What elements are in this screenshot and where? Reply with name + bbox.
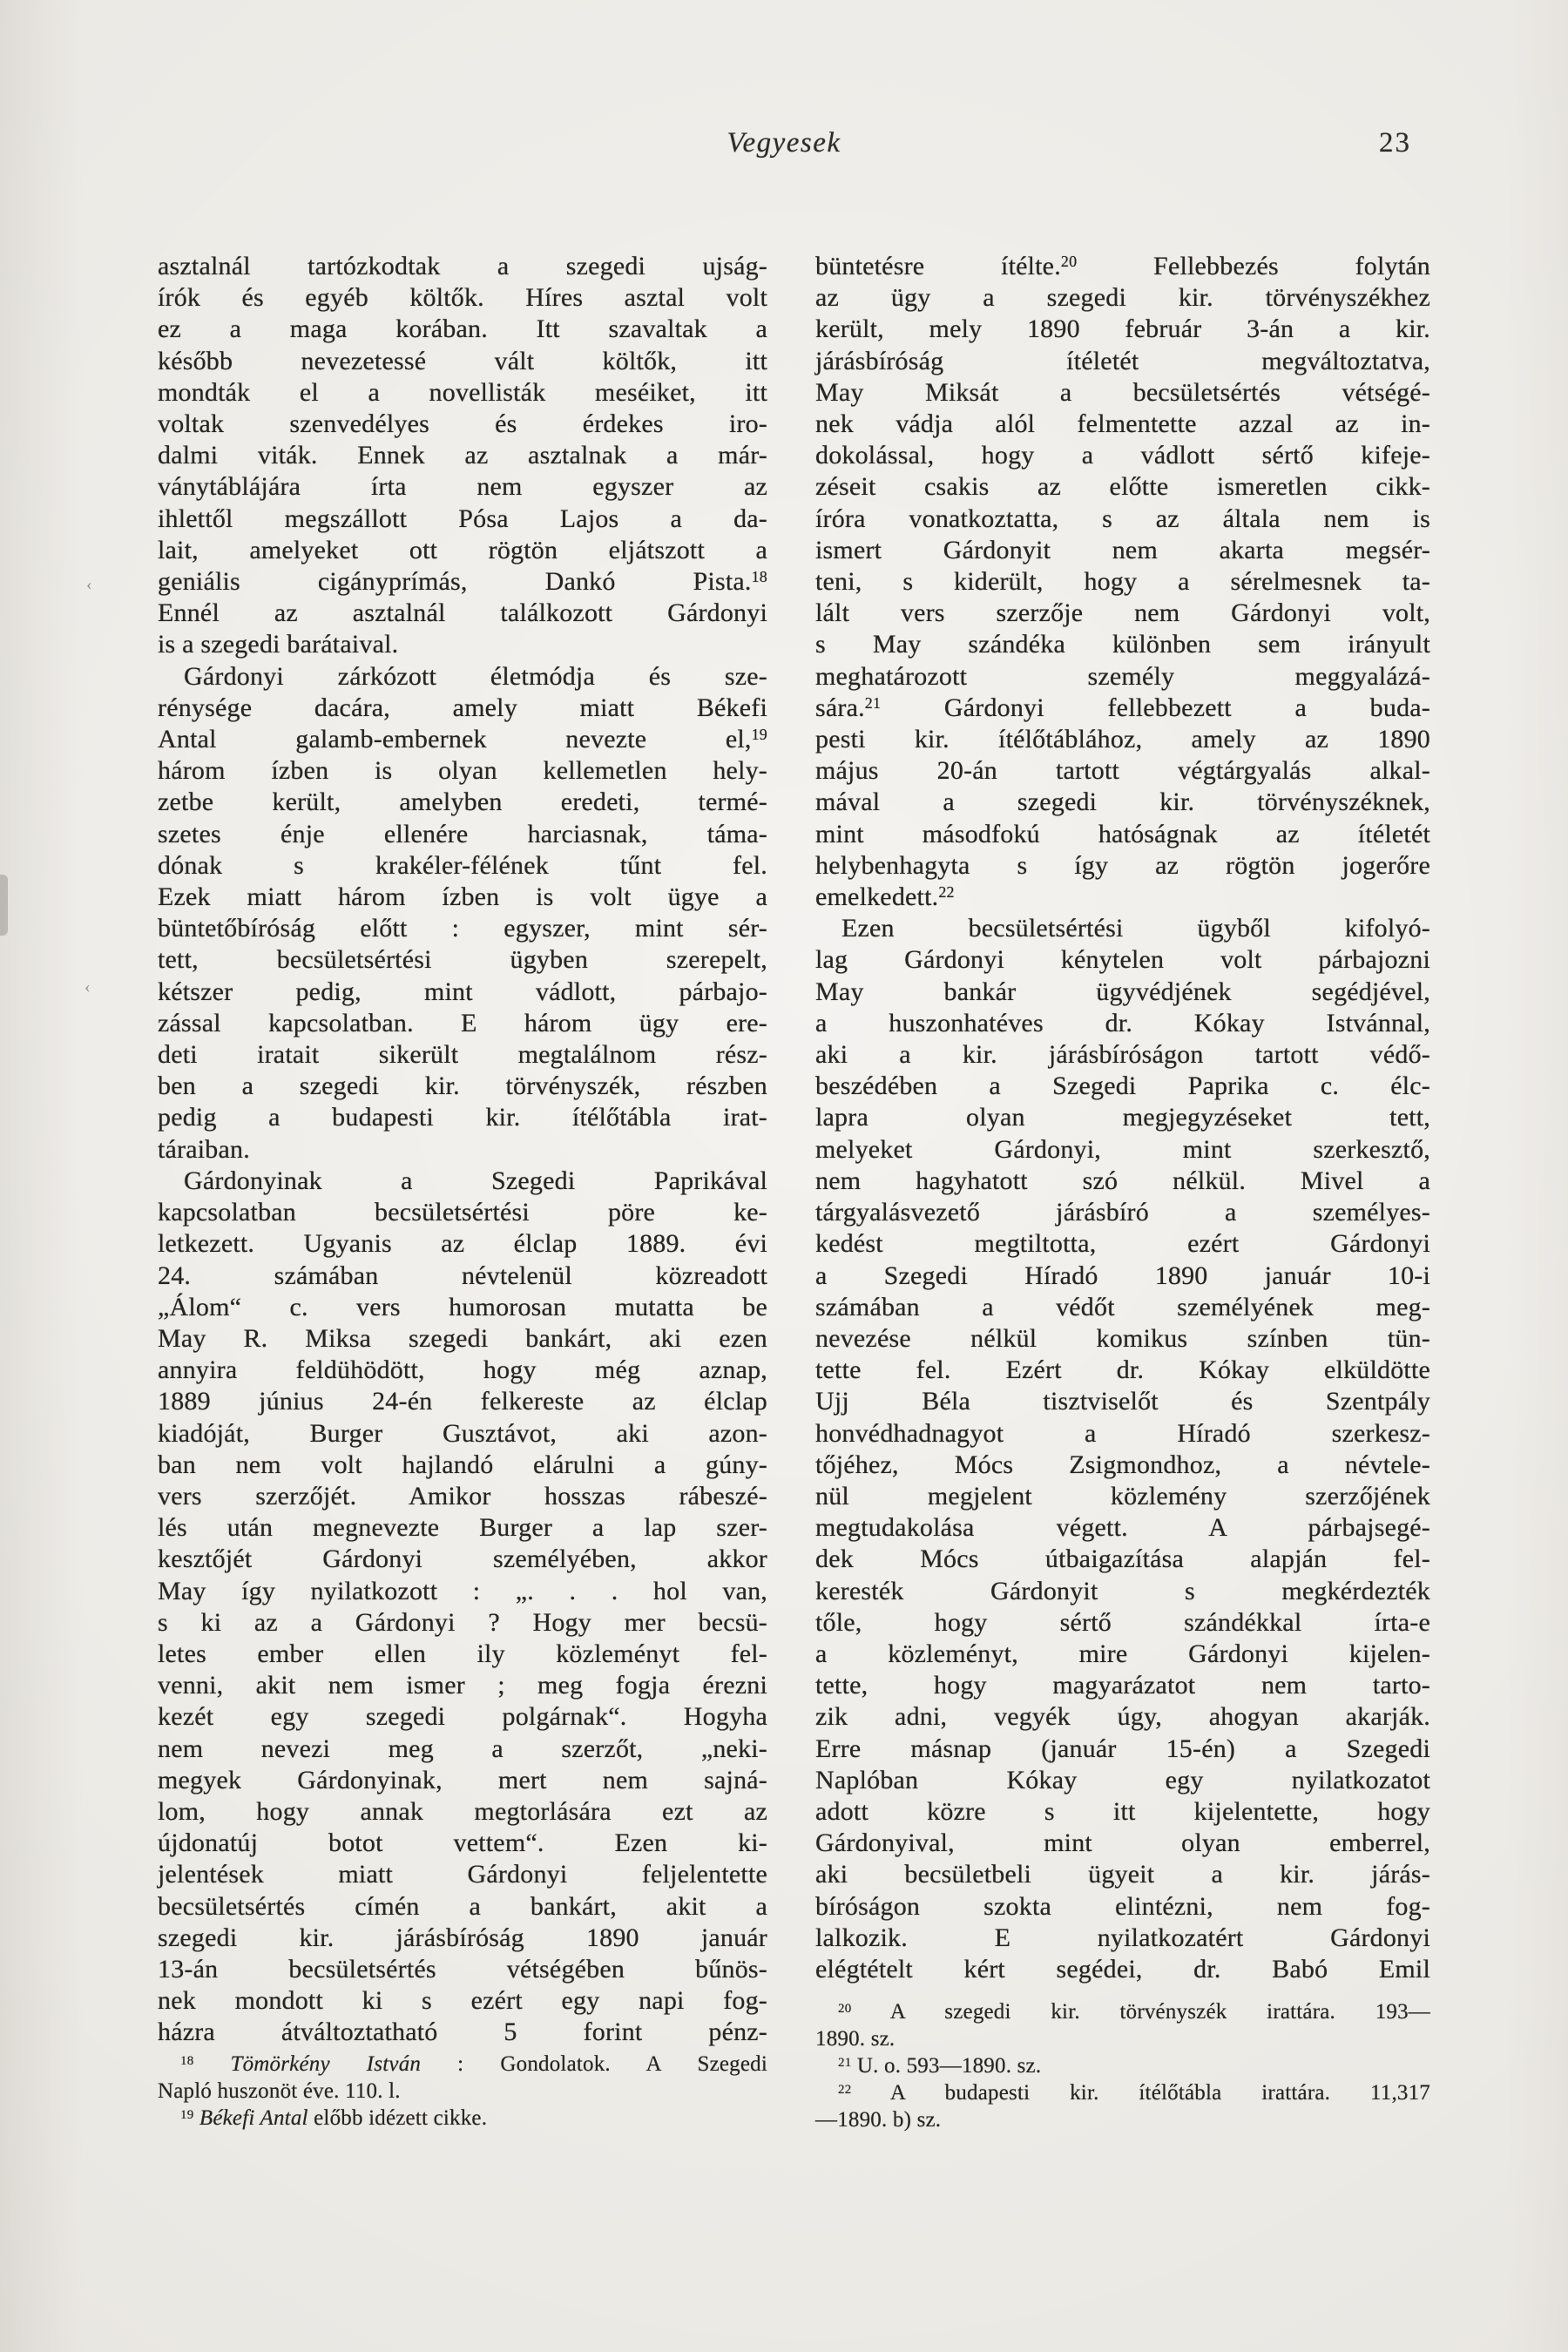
footnotes-left [158, 2051, 767, 2132]
scan-artifact: ‹ [86, 575, 92, 594]
text-line: ben a szegedi kir. törvényszék, részben [158, 1071, 767, 1101]
text-line: May bankár ügyvédjének segédjével, [815, 977, 1430, 1006]
text-line: $^{20}$ A szegedi kir. törvényszék irattára. 193— [838, 2000, 1430, 2024]
text-line: tőle, hogy sértő szándékkal írta-e [815, 1607, 1430, 1637]
text-line: Napló huszonöt éve. 110. l. [158, 2079, 401, 2103]
text-line: 24. számában névtelenül közreadott [158, 1260, 767, 1290]
text-line: honvédhadnagyot a Híradó szerkesz- [815, 1418, 1430, 1448]
text-line: bíróságon szokta elintézni, nem fog- [815, 1891, 1430, 1921]
text-line: dónak s krakéler-félének tűnt fel. [158, 850, 767, 880]
scan-edge-crease [0, 875, 8, 936]
text-line: $^{21}$ U. o. 593—1890. sz. [838, 2054, 1042, 2078]
text-line: megyek Gárdonyinak, mert nem sajná- [158, 1765, 767, 1794]
text-line: később nevezetessé vált költők, itt [158, 346, 767, 375]
text-line: járásbíróság ítéletét megváltoztatva, [815, 346, 1430, 375]
text-line: nem nevezi meg a szerzőt, „neki- [158, 1734, 767, 1763]
text-line: büntetésre ítélte.$^{20}$ Fellebbezés folytán [815, 252, 1430, 280]
text-line: annyira feldühödött, hogy még aznap, [158, 1355, 767, 1385]
text-line: lait, amelyeket ott rögtön eljátszott a [158, 535, 767, 564]
text-line: letes ember ellen ily közleményt fel- [158, 1639, 767, 1668]
text-line: $^{19}$ Békefi Antal előbb idézett cikke. [180, 2106, 488, 2130]
text-line: deti iratait sikerült megtalálnom rész- [158, 1040, 767, 1070]
text-line: tárgyalásvezető járásbíró a személyes- [815, 1198, 1430, 1227]
text-line: kesztőjét Gárdonyi személyében, akkor [158, 1544, 767, 1574]
text-line: házra átváltoztatható 5 forint pénz- [158, 2017, 767, 2047]
text-line: zik adni, vegyék úgy, ahogyan akarják. [815, 1702, 1430, 1732]
text-line: venni, akit nem ismer ; meg fogja érezni [158, 1671, 767, 1700]
page-number: 23 [1379, 127, 1411, 159]
text-line: letkezett. Ugyanis az élclap 1889. évi [158, 1229, 767, 1259]
text-line: elégtételt kért segédei, dr. Babó Emil [815, 1954, 1430, 1984]
text-line: tőjéhez, Mócs Zsigmondhoz, a névtele- [815, 1450, 1430, 1479]
text-line: tette fel. Ezért dr. Kókay elküldötte [815, 1355, 1430, 1385]
text-line: melyeket Gárdonyi, mint szerkesztő, [815, 1134, 1430, 1164]
text-line: Ezek miatt három ízben is volt ügye a [158, 882, 767, 912]
text-line: keresték Gárdonyit s megkérdezték [815, 1576, 1430, 1605]
text-line: Ennél az asztalnál találkozott Gárdonyi [158, 598, 767, 628]
text-line: lom, hogy annak megtorlására ezt az [158, 1796, 767, 1826]
text-line: zással kapcsolatban. E három ügy ere- [158, 1008, 767, 1037]
text-line: megtudakolása végett. A párbajsegé- [815, 1513, 1430, 1543]
text-line: nek mondott ki s ezért egy napi fog- [158, 1986, 767, 2016]
text-line: szegedi kir. járásbíróság 1890 január [158, 1923, 767, 1952]
text-line: $^{18}$ Tömörkény István : Gondolatok. A Szegedi [180, 2052, 767, 2076]
scan-artifact: ‹ [84, 977, 91, 997]
text-line: aki a kir. járásbíróságon tartott védő- [815, 1040, 1430, 1070]
text-line: tette, hogy magyarázatot nem tarto- [815, 1671, 1430, 1700]
text-line: a Szegedi Híradó 1890 január 10-i [815, 1260, 1430, 1290]
text-line: May így nyilatkozott : „. . . hol van, [158, 1576, 767, 1605]
text-line: számában a védőt személyének meg- [815, 1292, 1430, 1321]
text-line: került, mely 1890 február 3-án a kir. [815, 314, 1430, 344]
text-line: dalmi viták. Ennek az asztalnak a már- [158, 441, 767, 470]
text-line: aki becsületbeli ügyeit a kir. járás- [815, 1860, 1430, 1889]
text-line: pesti kir. ítélőtáblához, amely az 1890 [815, 725, 1430, 754]
text-column-left [158, 251, 767, 2049]
text-line: 13-án becsületsértés vétségében bűnös- [158, 1954, 767, 1984]
text-line: jelentések miatt Gárdonyi feljelentette [158, 1860, 767, 1889]
text-line: íróra vonatkoztatta, s az általa nem is [815, 504, 1430, 533]
text-line: s May szándéka különben sem irányult [815, 630, 1430, 659]
text-line: Antal galamb-embernek nevezte el,$^{19}$ [158, 725, 767, 754]
footnotes-right [815, 1998, 1430, 2133]
text-line: pedig a budapesti kir. ítélőtábla irat- [158, 1103, 767, 1132]
text-line: asztalnál tartózkodtak a szegedi ujság- [158, 252, 767, 280]
text-line: $^{22}$ A budapesti kir. ítélőtábla irattára. 11,317 [838, 2081, 1430, 2105]
text-line: nek vádja alól felmentette azzal az in- [815, 409, 1430, 439]
text-line: szetes énje ellenére harciasnak, táma- [158, 819, 767, 848]
text-column-right [815, 251, 1430, 1985]
text-line: a huszonhatéves dr. Kókay Istvánnal, [815, 1008, 1430, 1037]
text-line: Ezen becsületsértési ügyből kifolyó- [841, 914, 1430, 943]
text-line: beszédében a Szegedi Paprika c. élc- [815, 1071, 1430, 1101]
text-line: zetbe került, amelyben eredeti, termé- [158, 787, 767, 817]
text-line: kedést megtiltotta, ezért Gárdonyi [815, 1229, 1430, 1259]
text-line: a közleményt, mire Gárdonyi kijelen- [815, 1639, 1430, 1668]
text-line: dokolással, hogy a vádlott sértő kifeje- [815, 441, 1430, 470]
text-line: sára.$^{21}$ Gárdonyi fellebbezett a buda- [815, 693, 1430, 722]
text-line: kiadóját, Burger Gusztávot, aki azon- [158, 1418, 767, 1448]
text-line: mával a szegedi kir. törvényszéknek, [815, 787, 1430, 817]
text-line: zéseit csakis az előtte ismeretlen cikk- [815, 472, 1430, 502]
text-line: lag Gárdonyi kénytelen volt párbajozni [815, 945, 1430, 975]
text-line: meghatározott személy meggyalázá- [815, 661, 1430, 691]
text-line: Ujj Béla tisztviselőt és Szentpály [815, 1387, 1430, 1416]
text-line: dek Mócs útbaigazítása alapján fel- [815, 1544, 1430, 1574]
text-line: újdonatúj botot vettem“. Ezen ki- [158, 1828, 767, 1858]
text-line: ványtáblájára írta nem egyszer az [158, 472, 767, 502]
text-line: lált vers szerzője nem Gárdonyi volt, [815, 598, 1430, 628]
text-line: Gárdonyi zárkózott életmódja és sze- [184, 661, 767, 691]
text-line: is a szegedi barátaival. [158, 630, 399, 659]
text-line: lés után megnevezte Burger a lap szer- [158, 1513, 767, 1543]
text-line: vers szerzőjét. Amikor hosszas rábeszé- [158, 1481, 767, 1511]
text-line: kezét egy szegedi polgárnak“. Hogyha [158, 1702, 767, 1732]
text-line: teni, s kiderült, hogy a sérelmesnek ta- [815, 567, 1430, 597]
text-line: nevezése nélkül komikus színben tün- [815, 1323, 1430, 1353]
text-line: kétszer pedig, mint vádlott, párbajo- [158, 977, 767, 1006]
text-line: becsületsértés címén a bankárt, akit a [158, 1891, 767, 1921]
text-line: geniális cigányprímás, Dankó Pista.$^{18}$ [158, 567, 767, 597]
text-line: ez a maga korában. Itt szavaltak a [158, 314, 767, 344]
text-line: május 20-án tartott végtárgyalás alkal- [815, 756, 1430, 786]
text-line: táraiban. [158, 1134, 250, 1164]
text-line: kapcsolatban becsületsértési pöre ke- [158, 1198, 767, 1227]
text-line: Gárdonyinak a Szegedi Paprikával [184, 1166, 767, 1195]
text-line: lalkozik. E nyilatkozatért Gárdonyi [815, 1923, 1430, 1952]
text-line: nül megjelent közlemény szerzőjének [815, 1481, 1430, 1511]
text-line: 1890. sz. [815, 2027, 896, 2051]
text-line: helybenhagyta s így az rögtön jogerőre [815, 850, 1430, 880]
text-line: az ügy a szegedi kir. törvényszékhez [815, 283, 1430, 313]
text-line: három ízben is olyan kellemetlen hely- [158, 756, 767, 786]
text-line: rénysége dacára, amely miatt Békefi [158, 693, 767, 722]
text-line: s ki az a Gárdonyi ? Hogy mer becsü- [158, 1607, 767, 1637]
text-line: írók és egyéb költők. Híres asztal volt [158, 283, 767, 313]
text-line: Gárdonyival, mint olyan emberrel, [815, 1828, 1430, 1858]
text-line: mint másodfokú hatóságnak az ítéletét [815, 819, 1430, 848]
text-line: May Miksát a becsületsértés vétségé- [815, 377, 1430, 407]
text-line: ihlettől megszállott Pósa Lajos a da- [158, 504, 767, 533]
text-line: lapra olyan megjegyzéseket tett, [815, 1103, 1430, 1132]
text-line: ban nem volt hajlandó elárulni a gúny- [158, 1450, 767, 1479]
text-line: mondták el a novellisták meséiket, itt [158, 377, 767, 407]
text-line: „Álom“ c. vers humorosan mutatta be [158, 1292, 767, 1321]
text-line: ismert Gárdonyit nem akarta megsér- [815, 535, 1430, 564]
text-line: —1890. b) sz. [815, 2108, 942, 2132]
text-line: emelkedett.$^{22}$ [815, 882, 955, 912]
text-line: 1889 június 24-én felkereste az élclap [158, 1387, 767, 1416]
running-head-title: Vegyesek [727, 127, 841, 159]
text-line: May R. Miksa szegedi bankárt, aki ezen [158, 1323, 767, 1353]
text-line: voltak szenvedélyes és érdekes iro- [158, 409, 767, 439]
text-line: tett, becsületsértési ügyben szerepelt, [158, 945, 767, 975]
text-line: adott közre s itt kijelentette, hogy [815, 1796, 1430, 1826]
text-line: nem hagyhatott szó nélkül. Mivel a [815, 1166, 1430, 1195]
text-line: Naplóban Kókay egy nyilatkozatot [815, 1765, 1430, 1794]
text-line: Erre másnap (január 15-én) a Szegedi [815, 1734, 1430, 1763]
text-line: büntetőbíróság előtt : egyszer, mint sér- [158, 914, 767, 943]
